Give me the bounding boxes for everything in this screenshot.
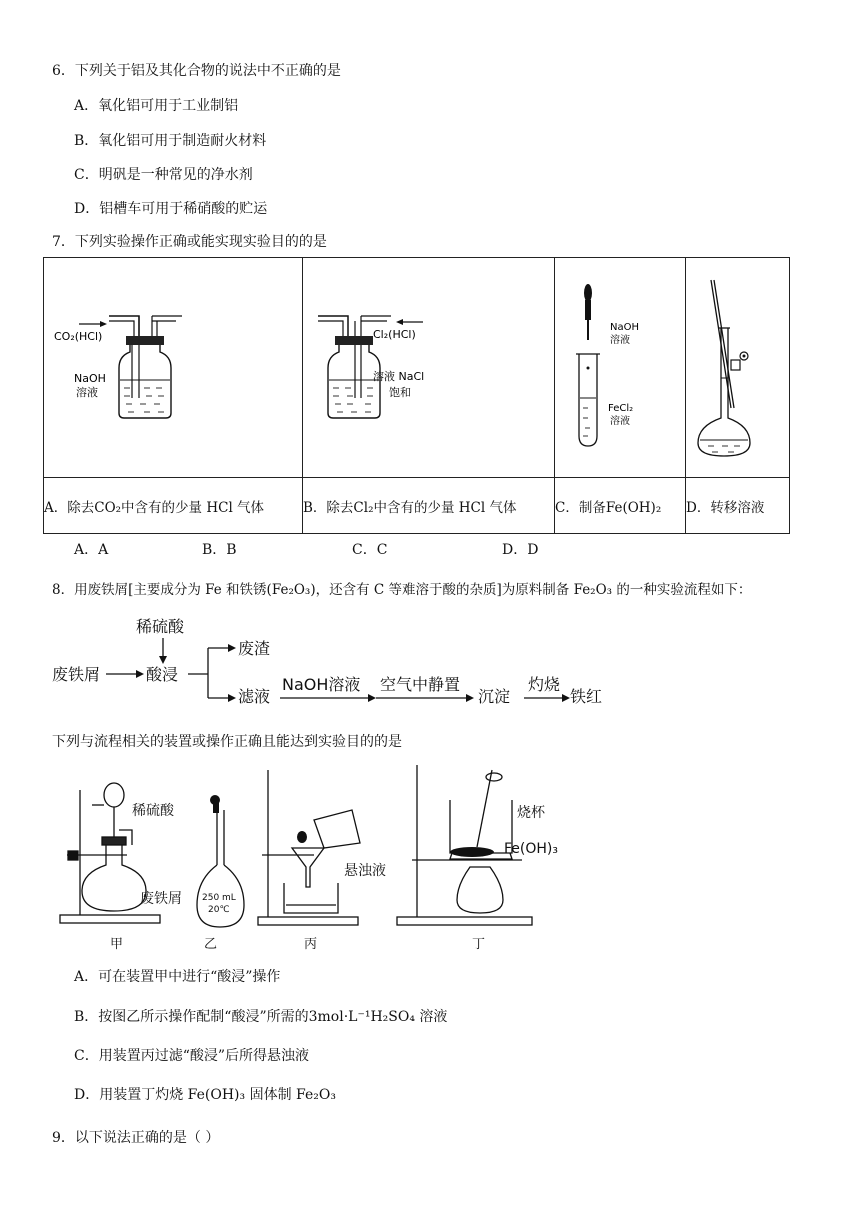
q9-stem: 9．以下说法正确的是（ ） [52, 1130, 220, 1146]
jia-acid-label: 稀硫酸 [132, 803, 174, 819]
q7-caption-d: D．转移溶液 [686, 478, 790, 534]
flow-step1: NaOH溶液 [282, 675, 361, 694]
flow-filtrate: 滤液 [238, 687, 271, 706]
q8-option-a: A．可在装置甲中进行“酸浸”操作 [74, 969, 281, 985]
q7-answer-a: A．A [74, 542, 109, 558]
flow-step3: 灼烧 [528, 675, 561, 694]
q8-flow-diagram [48, 612, 628, 712]
q7-answer-d: D．D [502, 542, 539, 558]
svg-text:Cl₂(HCl): Cl₂(HCl) [373, 328, 416, 341]
label-yi: 乙 [204, 937, 218, 952]
flow-acid: 稀硫酸 [136, 617, 185, 636]
q8-stem: 8．用废铁屑[主要成分为 Fe 和铁锈(Fe₂O₃)，还含有 C 等难溶于酸的杂质]为原料制备 Fe₂O₃ 的一种实验流程如下： [52, 582, 752, 598]
flow-start: 废铁屑 [52, 665, 101, 684]
svg-text:饱和: 饱和 [389, 386, 411, 399]
q6-option-c: C．明矾是一种常见的净水剂 [74, 167, 253, 183]
q7-caption-a: A．除去CO₂中含有的少量 HCl 气体 [44, 478, 303, 534]
svg-text:NaOH: NaOH [74, 372, 106, 385]
svg-text:FeCl₂: FeCl₂ [608, 403, 634, 414]
q7-experiment-table [43, 257, 790, 534]
q8-option-c: C．用装置丙过滤“酸浸”后所得悬浊液 [74, 1048, 310, 1064]
q6-option-d: D．铝槽车可用于稀硝酸的贮运 [74, 201, 268, 217]
q6-option-b: B．氧化铝可用于制造耐火材料 [74, 133, 267, 149]
ding-beaker-label: 烧杯 [517, 805, 545, 821]
q8-option-d: D．用装置丁灼烧 Fe(OH)₃ 固体制 Fe₂O₃ [74, 1087, 336, 1103]
q7-stem: 7．下列实验操作正确或能实现实验目的的是 [52, 234, 327, 250]
flow-leach: 酸浸 [146, 665, 179, 684]
dropper-test-tube [555, 258, 685, 473]
q7-answer-c: C．C [352, 542, 388, 558]
gas-washing-bottle-a [44, 258, 302, 473]
yi-vol1-label: 250 mL [202, 893, 236, 903]
svg-text:溶液: 溶液 [76, 386, 98, 399]
svg-text:溶液: 溶液 [610, 335, 630, 346]
gas-washing-bottle-b [303, 258, 554, 473]
q7-figure-b [303, 258, 555, 478]
q7-figure-a [44, 258, 303, 478]
q8-sub-stem: 下列与流程相关的装置或操作正确且能达到实验目的的是 [52, 734, 402, 750]
q7-figure-d [686, 258, 790, 478]
q6-stem: 6．下列关于铝及其化合物的说法中不正确的是 [52, 63, 341, 79]
ding-solid-label: Fe(OH)₃ [504, 841, 558, 857]
jia-iron-label: 废铁屑 [140, 891, 182, 907]
q8-option-b: B．按图乙所示操作配制“酸浸”所需的3mol·L⁻¹H₂SO₄ 溶液 [74, 1009, 448, 1025]
flow-step2: 空气中静置 [380, 675, 461, 694]
q7-figure-c [555, 258, 686, 478]
yi-vol2-label: 20℃ [208, 905, 230, 915]
svg-text:CO₂(HCl): CO₂(HCl) [54, 330, 103, 343]
q6-option-a: A．氧化铝可用于工业制铝 [74, 98, 239, 114]
q8-apparatus-figure [52, 755, 612, 955]
svg-text:NaOH: NaOH [610, 322, 639, 333]
volumetric-flask-transfer [686, 258, 789, 473]
label-bing: 丙 [304, 937, 318, 952]
label-ding: 丁 [472, 937, 486, 952]
svg-text:溶液: 溶液 [610, 416, 630, 427]
q7-caption-b: B．除去Cl₂中含有的少量 HCl 气体 [303, 478, 555, 534]
q7-answer-b: B．B [202, 542, 237, 558]
flow-precip: 沉淀 [478, 687, 511, 706]
fe-oh3-solid [450, 847, 494, 857]
bing-label: 悬浊液 [344, 863, 386, 879]
flow-residue: 废渣 [238, 639, 271, 658]
label-jia: 甲 [110, 937, 124, 952]
q7-caption-c: C．制备Fe(OH)₂ [555, 478, 686, 534]
flow-product: 铁红 [570, 687, 603, 706]
svg-text:溶液 NaCl: 溶液 NaCl [373, 370, 425, 383]
